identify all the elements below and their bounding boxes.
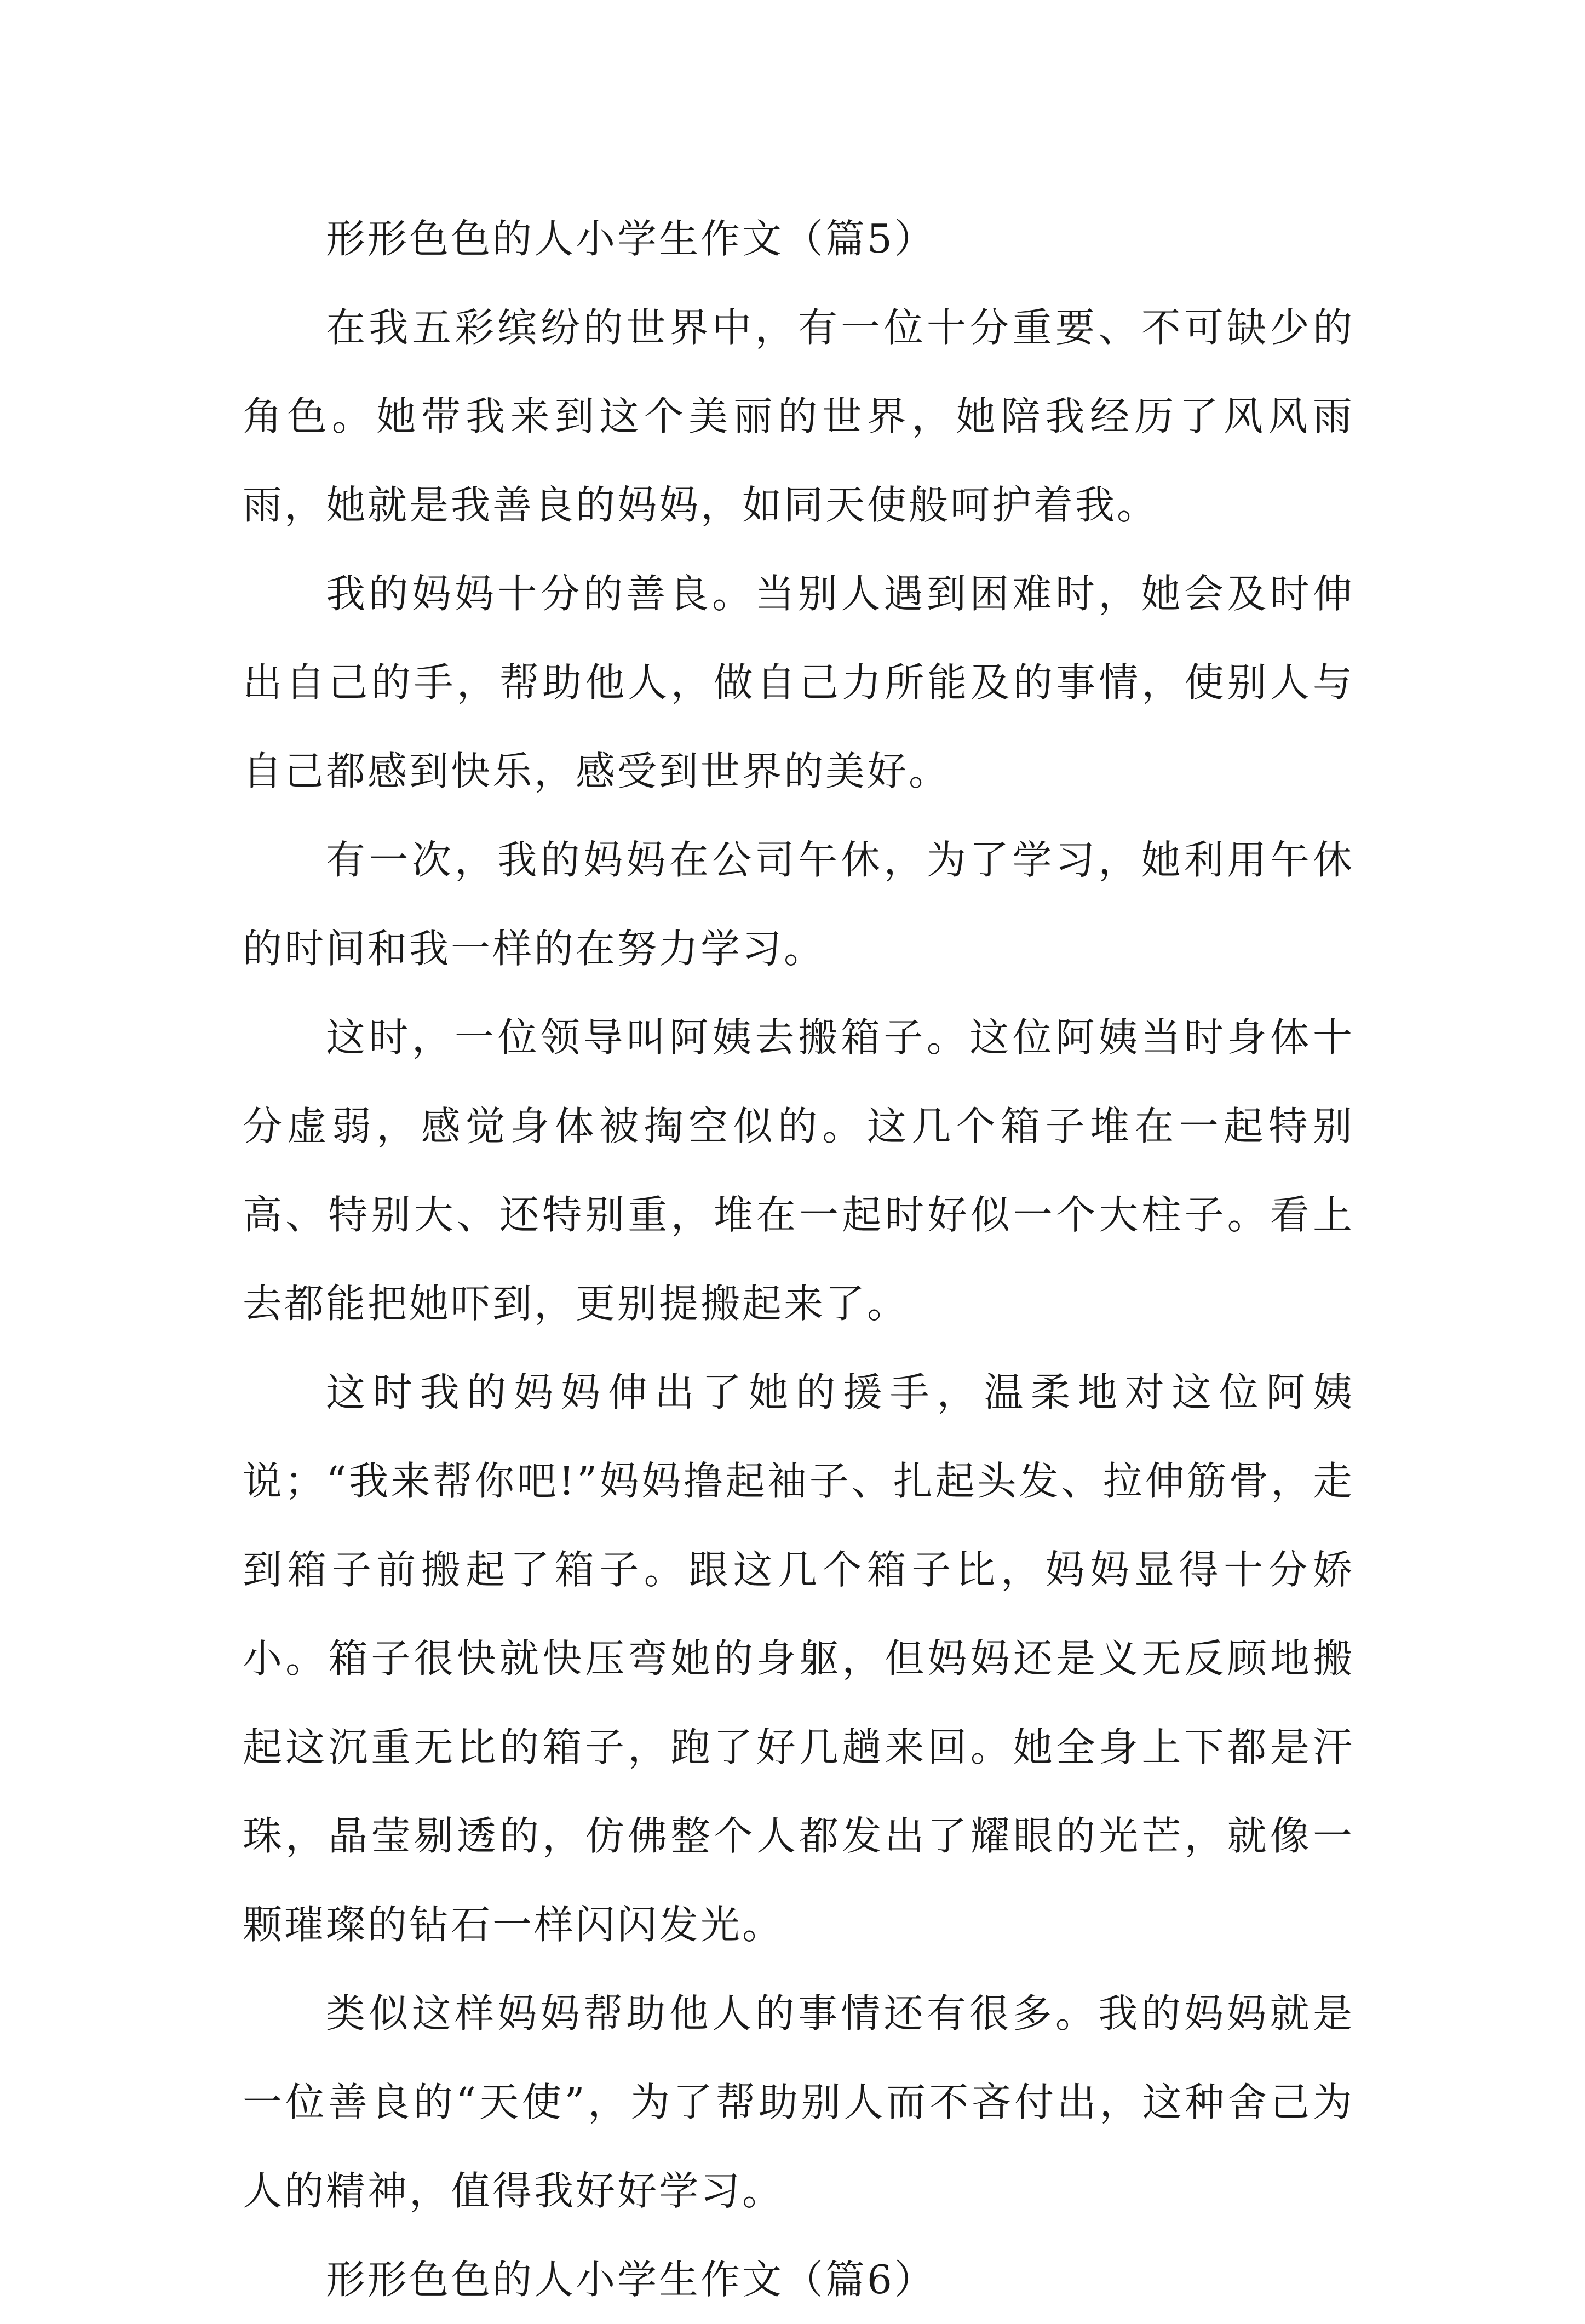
essay-title-5: 形形色色的人小学生作文（篇5） — [326, 216, 936, 262]
paragraph-boxes: 这时，一位领导叫阿姨去搬箱子。这位阿姨当时身体十分虚弱，感觉身体被掏空似的。这几个箱子堆在一起特别高、特别大、还特别重，堆在一起时好似一个大柱子。看上去都能把她吓到，更别提搬起来了。 — [243, 1014, 1354, 1327]
paragraph-kindness: 我的妈妈十分的善良。当别人遇到困难时，她会及时伸出自己的手，帮助他人，做自己力所能及的事情，使别人与自己都感到快乐，感受到世界的美好。 — [243, 571, 1354, 794]
paragraph-helping: 这时我的妈妈伸出了她的援手，温柔地对这位阿姨说；“我来帮你吧!”妈妈撸起袖子、扎起头发、拉伸筋骨，走到箱子前搬起了箱子。跟这几个箱子比，妈妈显得十分娇小。箱子很快就快压弯她的身躯，但妈妈还是义无反顾地搬起这沉重无比的箱子，跑了好几趟来回。她全身上下都是汗珠，晶莹剔透的，仿佛整个人都发出了耀眼的光芒，就像一颗璀璨的钻石一样闪闪发光。 — [243, 1369, 1354, 1948]
paragraph-conclusion: 类似这样妈妈帮助他人的事情还有很多。我的妈妈就是一位善良的“天使”，为了帮助别人而不吝付出，这种舍己为人的精神，值得我好好学习。 — [243, 1990, 1354, 2214]
paragraph-intro: 在我五彩缤纷的世界中，有一位十分重要、不可缺少的角色。她带我来到这个美丽的世界，她陪我经历了风风雨雨，她就是我善良的妈妈，如同天使般呵护着我。 — [243, 305, 1354, 528]
essay-title-6: 形形色色的人小学生作文（篇6） — [326, 2257, 936, 2303]
document-body — [243, 0, 1354, 2303]
paragraph-lunch-break: 有一次，我的妈妈在公司午休，为了学习，她利用午休的时间和我一样的在努力学习。 — [243, 837, 1354, 972]
